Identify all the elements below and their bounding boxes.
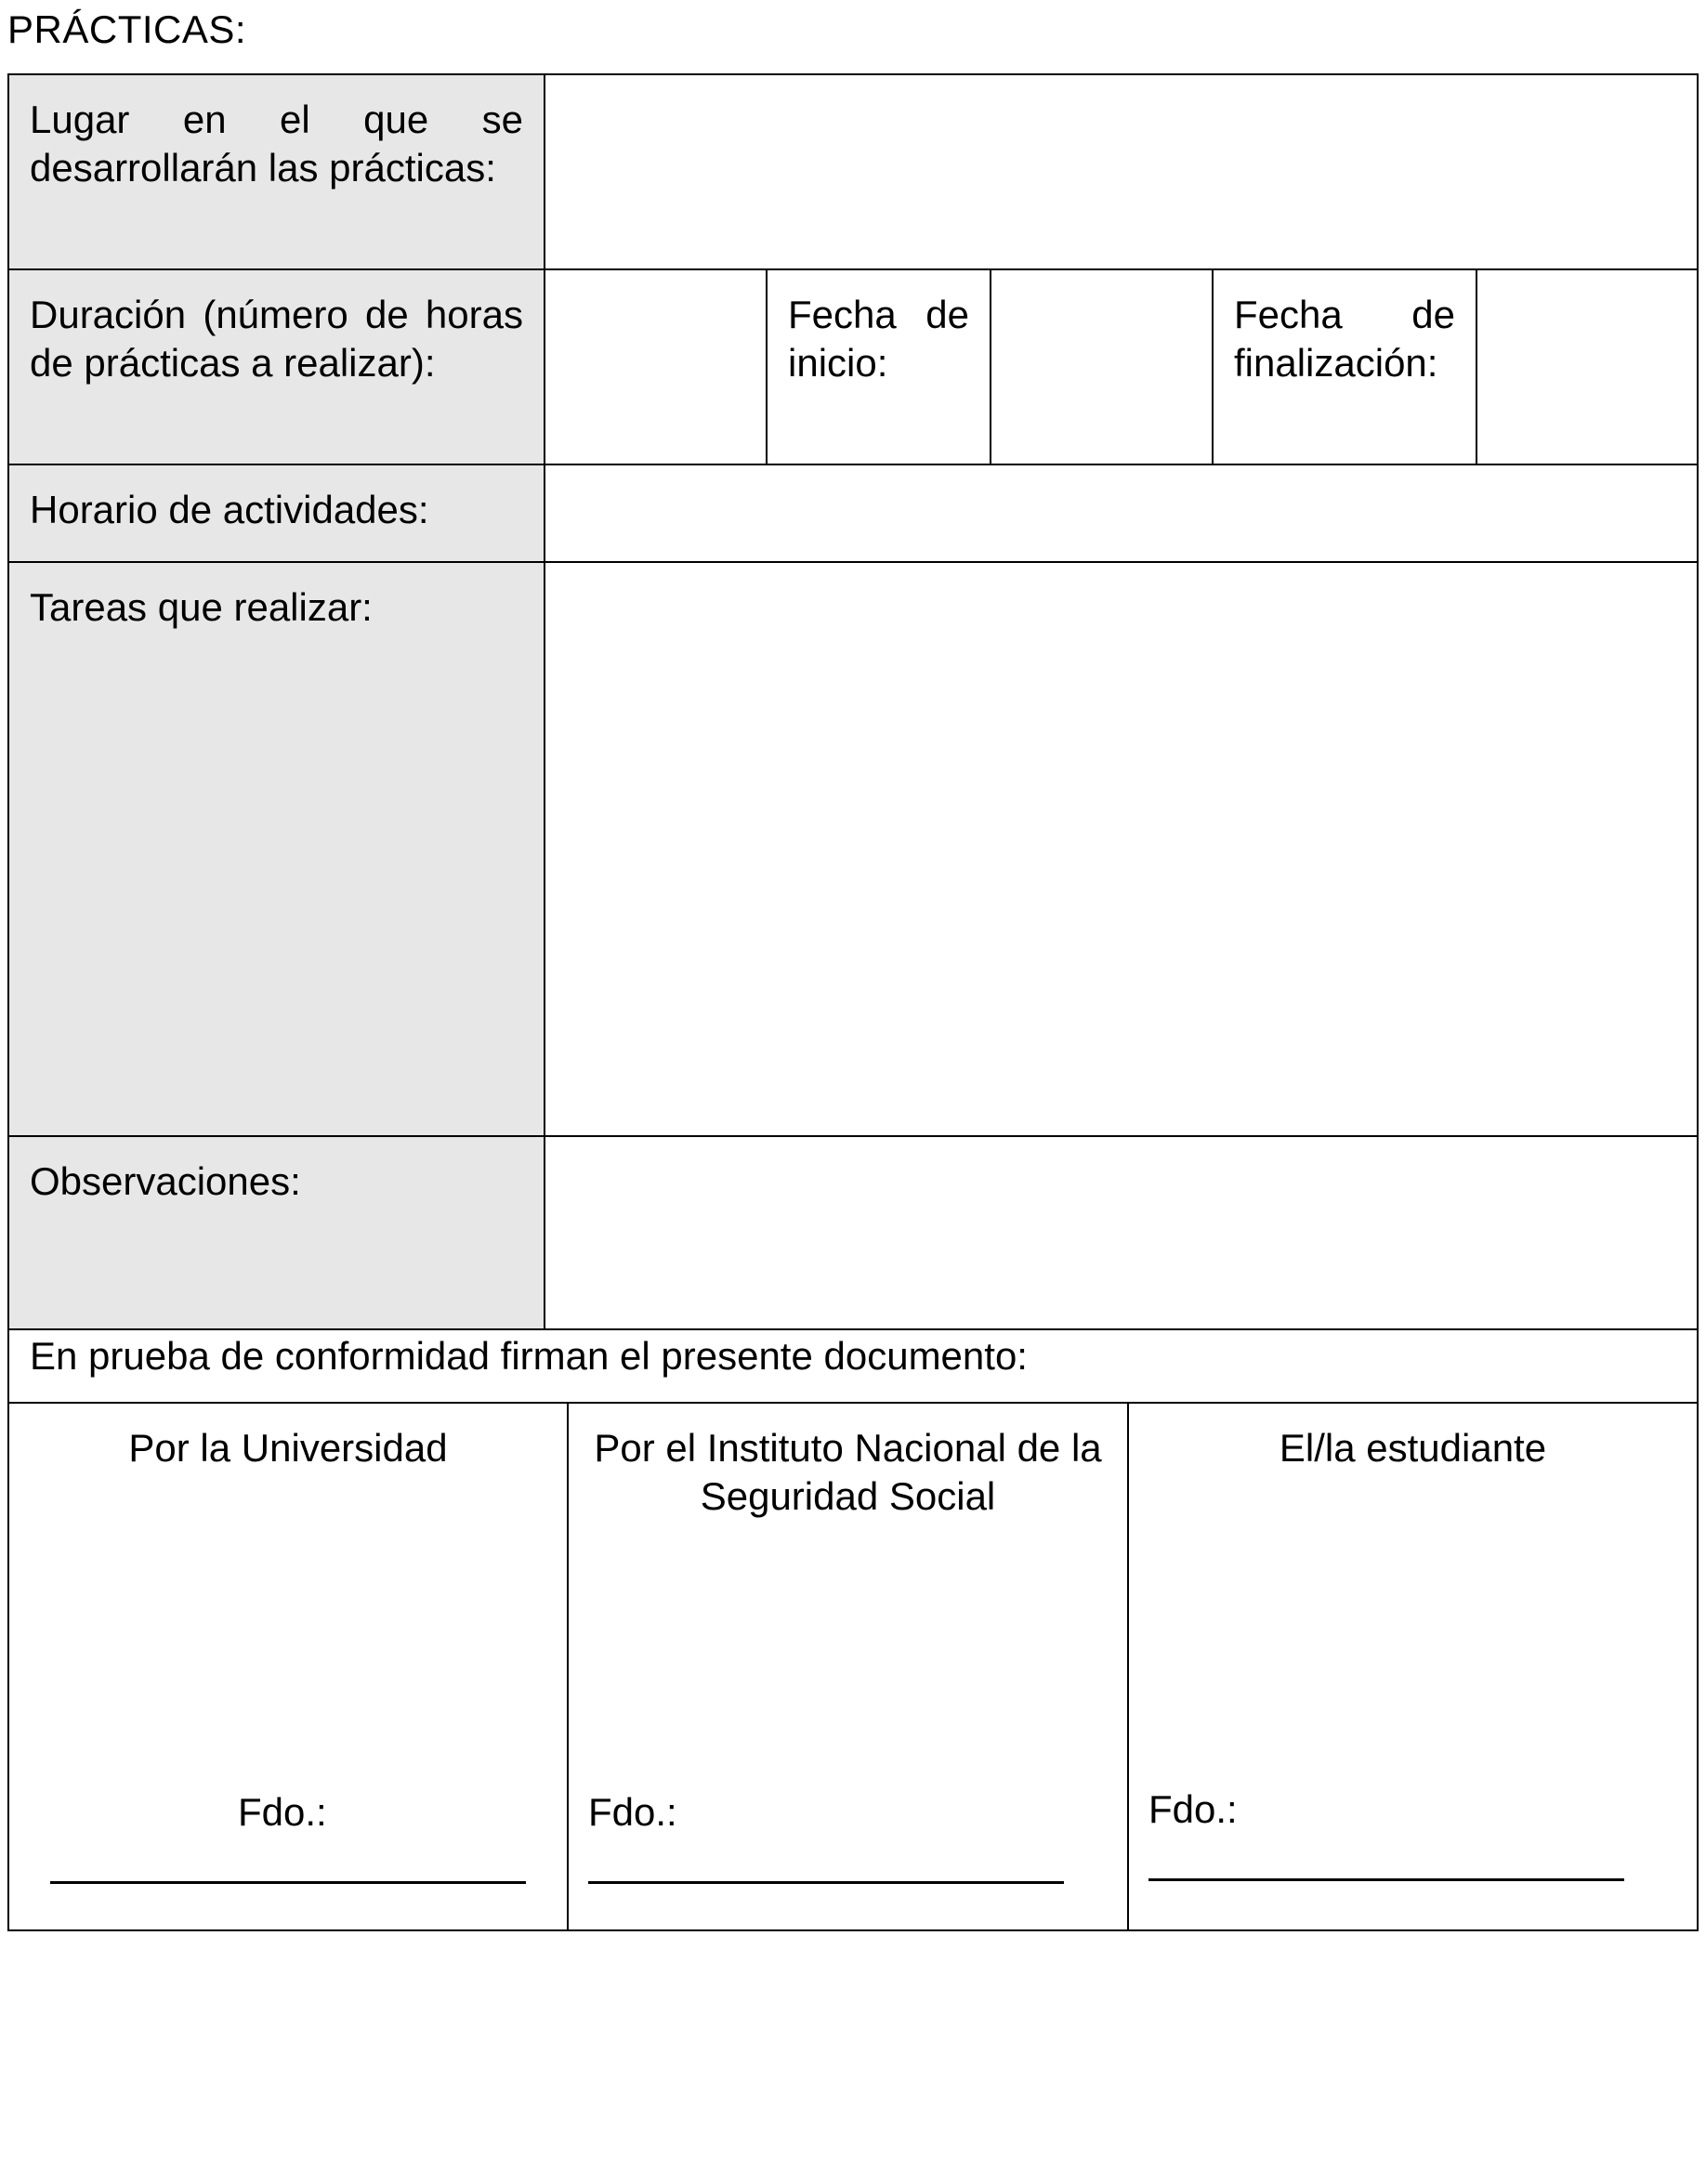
fecha-inicio-label-cell <box>766 268 991 465</box>
conformidad-text: En prueba de conformidad firman el presente documento: <box>30 1334 1028 1378</box>
fdo-label-universidad: Fdo.: <box>238 1790 327 1834</box>
fdo-label-instituto: Fdo.: <box>588 1790 677 1834</box>
signature-title-universidad: Por la Universidad <box>128 1426 448 1470</box>
signature-line-instituto <box>588 1881 1064 1884</box>
signature-line-estudiante <box>1148 1878 1624 1881</box>
lugar-value-field[interactable] <box>544 73 1699 270</box>
signature-title-estudiante: El/la estudiante <box>1279 1426 1547 1470</box>
fecha-inicio-label: Fecha de inicio: <box>788 293 969 385</box>
lugar-label: Lugar en el que se desarrollarán las prácticas: <box>30 98 523 190</box>
signature-cell-universidad[interactable] <box>7 1402 569 1931</box>
signature-line-universidad <box>50 1881 526 1884</box>
lugar-label-cell <box>7 73 545 270</box>
tareas-label: Tareas que realizar: <box>30 585 373 629</box>
signature-title-instituto: Por el Instituto Nacional de la Seguridad Social <box>594 1426 1102 1518</box>
observaciones-value-field[interactable] <box>544 1135 1699 1330</box>
signature-cell-instituto[interactable] <box>567 1402 1129 1931</box>
tareas-value-field[interactable] <box>544 561 1699 1137</box>
fecha-fin-label-cell <box>1212 268 1477 465</box>
page-title: PRÁCTICAS: <box>7 7 247 51</box>
tareas-label-cell <box>7 561 545 1137</box>
signature-cell-estudiante[interactable] <box>1127 1402 1699 1931</box>
duracion-label-cell <box>7 268 545 465</box>
horario-label: Horario de actividades: <box>30 488 429 531</box>
observaciones-label: Observaciones: <box>30 1159 301 1203</box>
duracion-label: Duración (número de horas de prácticas a realizar): <box>30 293 523 385</box>
observaciones-label-cell <box>7 1135 545 1330</box>
horario-label-cell <box>7 464 545 563</box>
fecha-fin-label: Fecha de finalización: <box>1234 293 1455 385</box>
fdo-label-estudiante: Fdo.: <box>1148 1787 1238 1831</box>
fecha-inicio-value-field[interactable] <box>990 268 1214 465</box>
duracion-value-field[interactable] <box>544 268 768 465</box>
horario-value-field[interactable] <box>544 464 1699 563</box>
fecha-fin-value-field[interactable] <box>1476 268 1699 465</box>
conformidad-cell <box>7 1328 1699 1404</box>
